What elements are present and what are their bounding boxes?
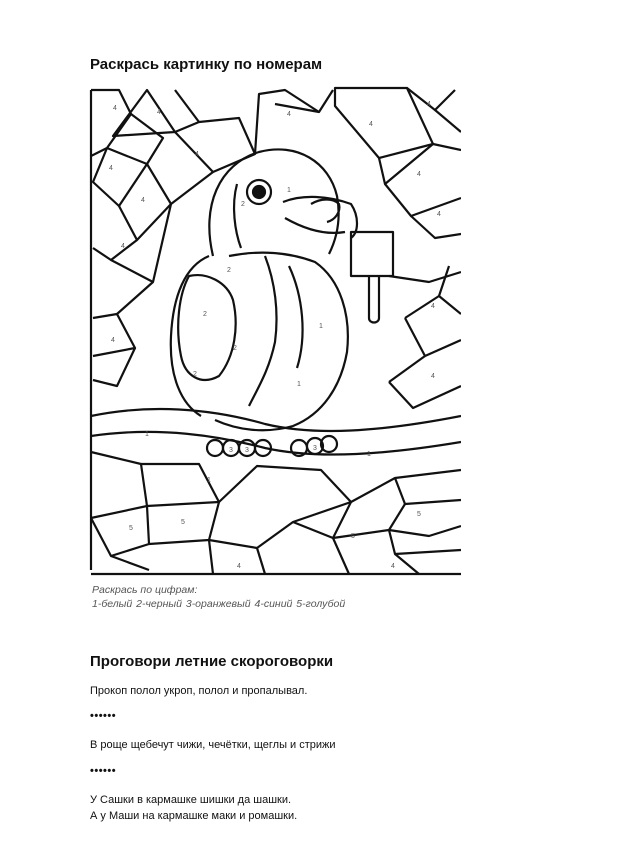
number-label: 2 <box>241 201 245 208</box>
legend-heading: Раскрась по цифрам: <box>92 584 198 596</box>
color-by-number-parrot-picture <box>89 86 461 586</box>
legend-items: 1-белый 2-черный 3-оранжевый 4-синий 5-голубой <box>92 598 346 610</box>
number-label: 4 <box>109 165 113 172</box>
number-label: 2 <box>227 267 231 274</box>
number-label: 4 <box>287 111 291 118</box>
separator-dots: •••••• <box>90 710 117 722</box>
separator-dots: •••••• <box>90 765 117 777</box>
number-label: 4 <box>237 563 241 570</box>
number-label: 3 <box>313 445 317 452</box>
number-label: 4 <box>157 109 161 116</box>
tongue-twister-2: В роще щебечут чижи, чечётки, щеглы и стрижи <box>90 739 336 751</box>
number-label: 1 <box>297 381 301 388</box>
number-label: 4 <box>113 105 117 112</box>
number-label: 4 <box>121 243 125 250</box>
number-label: 4 <box>431 373 435 380</box>
number-label: 3 <box>229 447 233 454</box>
tongue-twister-3-line-2: А у Маши на кармашке маки и ромашки. <box>90 810 298 822</box>
number-label: 1 <box>367 451 371 458</box>
number-label: 5 <box>417 511 421 518</box>
number-label: 1 <box>319 323 323 330</box>
tongue-twister-1: Прокоп полол укроп, полол и пропалывал. <box>90 685 308 697</box>
number-label: 4 <box>437 211 441 218</box>
number-label: 4 <box>427 101 431 108</box>
number-label: 1 <box>207 477 211 484</box>
number-label: 4 <box>391 563 395 570</box>
number-label: 2 <box>193 371 197 378</box>
tongue-twisters-title: Проговори летние скороговорки <box>90 653 334 670</box>
number-label: 2 <box>233 345 237 352</box>
number-label: 3 <box>245 447 249 454</box>
tongue-twister-3-line-1: У Сашки в кармашке шишки да шашки. <box>90 794 292 806</box>
number-label: 5 <box>351 533 355 540</box>
number-label: 2 <box>203 311 207 318</box>
number-label: 4 <box>141 197 145 204</box>
number-label: 4 <box>195 151 199 158</box>
number-label: 5 <box>181 519 185 526</box>
coloring-title: Раскрась картинку по номерам <box>90 56 323 73</box>
number-label: 1 <box>145 431 149 438</box>
number-label: 4 <box>111 337 115 344</box>
number-label: 4 <box>417 171 421 178</box>
number-label: 1 <box>287 187 291 194</box>
number-label: 4 <box>369 121 373 128</box>
number-label: 4 <box>431 303 435 310</box>
number-label: 5 <box>129 525 133 532</box>
